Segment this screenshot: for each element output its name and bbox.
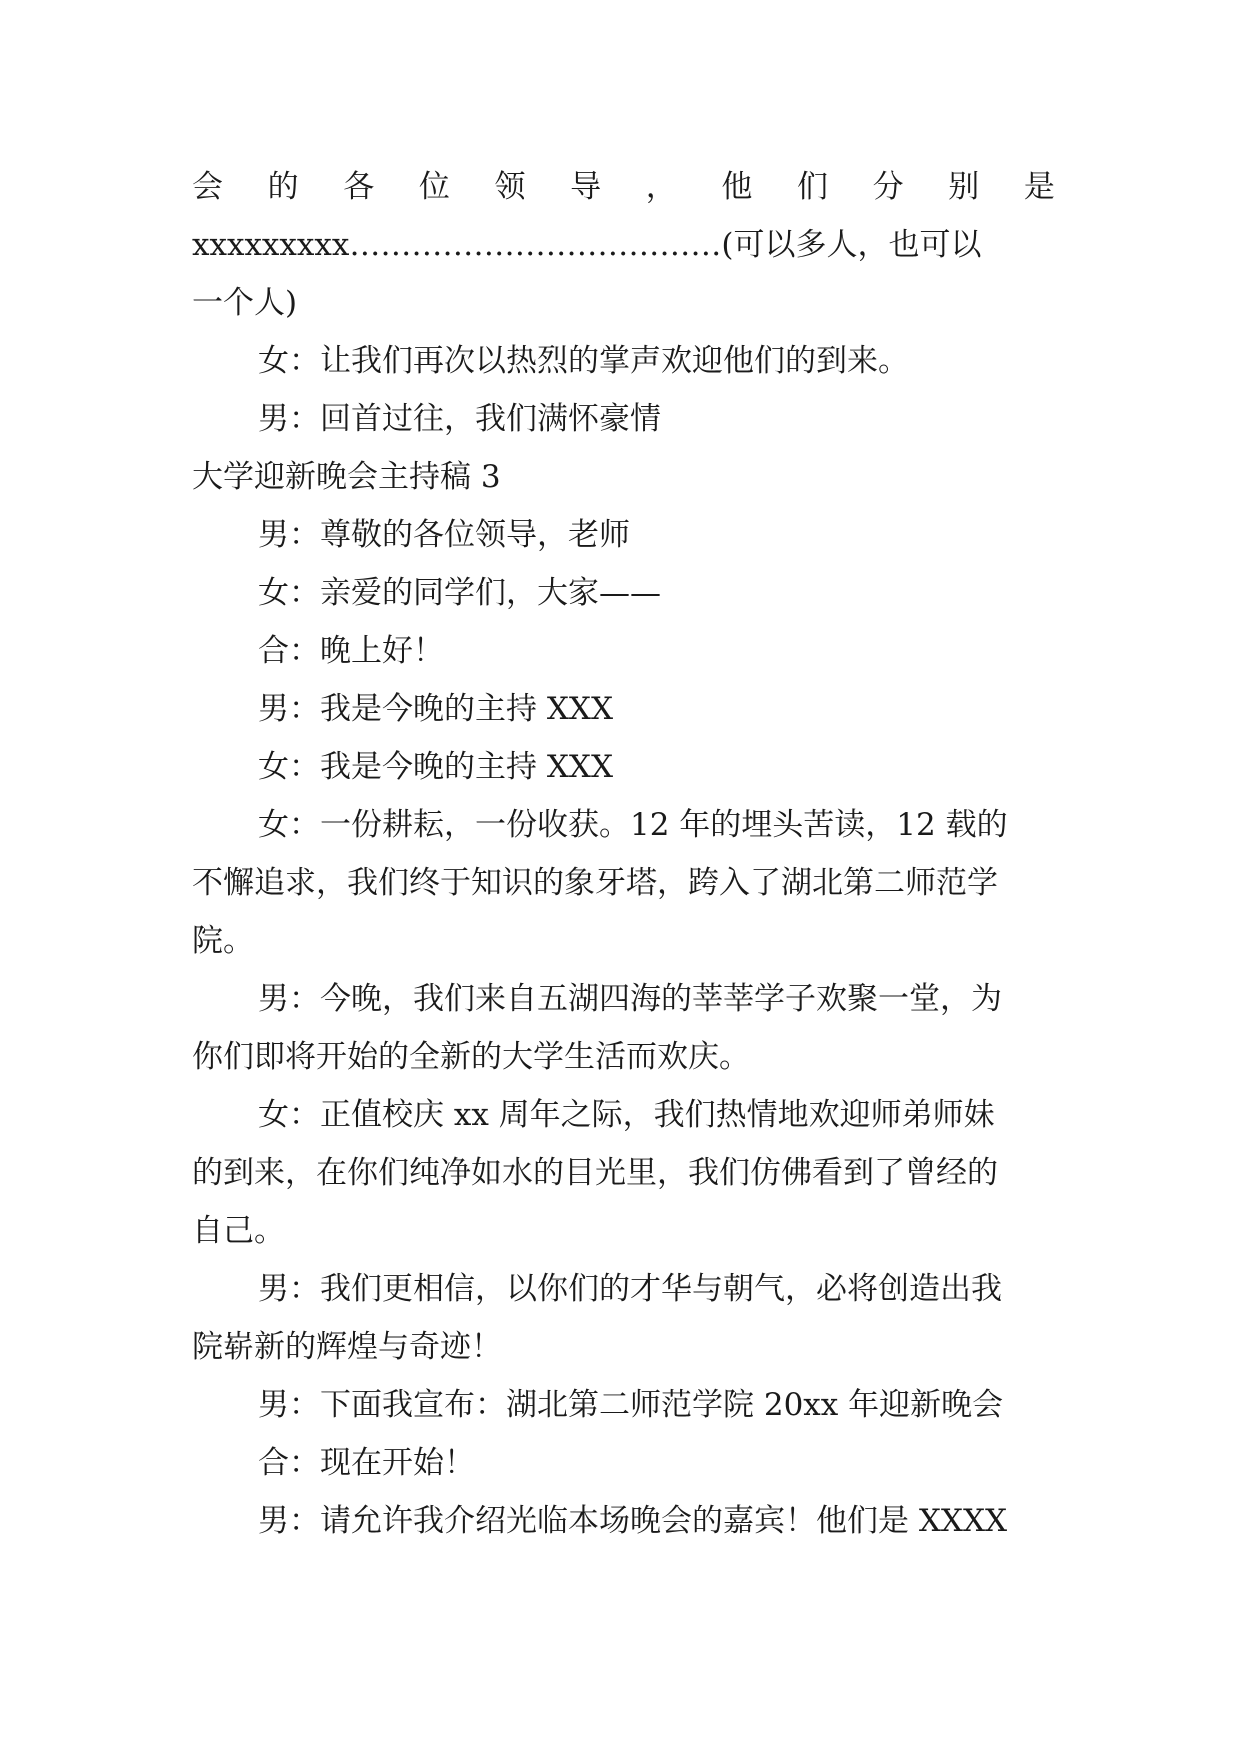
paragraph-line-indented: 女：亲爱的同学们，大家——	[258, 575, 661, 611]
paragraph-line-indented: 合：现在开始！	[258, 1445, 475, 1481]
paragraph-line-indented: 男：我们更相信，以你们的才华与朝气，必将创造出我	[258, 1271, 1002, 1307]
first-line-char: 分	[872, 169, 904, 205]
first-line-char: 位	[418, 169, 450, 205]
paragraph-line-indented: 男：我是今晚的主持 XXX	[258, 691, 614, 727]
first-line-char: 各	[343, 169, 375, 205]
text-lines	[192, 216, 1055, 1550]
paragraph-line-indented: 男：回首过往，我们满怀豪情	[258, 401, 661, 437]
first-line-char: 的	[267, 169, 299, 205]
paragraph-line: 一个人)	[192, 285, 298, 321]
paragraph-line-indented: 女：正值校庆 xx 周年之际，我们热情地欢迎师弟师妹	[258, 1097, 995, 1133]
first-line-char: 导	[570, 169, 602, 205]
paragraph-line: 自己。	[192, 1213, 285, 1249]
first-line-char: 是	[1023, 169, 1055, 205]
first-line-char: ，	[645, 169, 677, 205]
paragraph-line-indented: 男：尊敬的各位领导，老师	[258, 517, 630, 553]
paragraph-line: xxxxxxxxx………………………………(可以多人，也可以	[192, 227, 982, 263]
paragraph-line-indented: 女：让我们再次以热烈的掌声欢迎他们的到来。	[258, 343, 909, 379]
first-line-char: 别	[948, 169, 980, 205]
first-line-char: 他	[721, 169, 753, 205]
paragraph-line-indented: 男：请允许我介绍光临本场晚会的嘉宾！他们是 XXXX	[258, 1503, 1008, 1539]
paragraph-line-indented: 女：一份耕耘，一份收获。12 年的埋头苦读，12 载的	[258, 807, 1008, 843]
paragraph-line-indented: 男：今晚，我们来自五湖四海的莘莘学子欢聚一堂，为	[258, 981, 1002, 1017]
paragraph-line: 你们即将开始的全新的大学生活而欢庆。	[192, 1039, 750, 1075]
first-line-char: 会	[192, 169, 223, 205]
document-body	[192, 158, 1055, 1550]
paragraph-line: 院崭新的辉煌与奇迹！	[192, 1329, 502, 1365]
paragraph-line: 不懈追求，我们终于知识的象牙塔，跨入了湖北第二师范学	[192, 865, 998, 901]
paragraph-line-indented: 男：下面我宣布：湖北第二师范学院 20xx 年迎新晚会	[258, 1387, 1004, 1423]
first-line-char: 们	[797, 169, 828, 205]
paragraph-line: 的到来，在你们纯净如水的目光里，我们仿佛看到了曾经的	[192, 1155, 998, 1191]
paragraph-line: 院。	[192, 923, 254, 959]
first-line	[192, 158, 1055, 216]
first-line-char: 领	[494, 169, 526, 205]
paragraph-line: 大学迎新晚会主持稿 3	[192, 459, 501, 495]
paragraph-line-indented: 女：我是今晚的主持 XXX	[258, 749, 614, 785]
paragraph-line-indented: 合：晚上好！	[258, 633, 444, 669]
